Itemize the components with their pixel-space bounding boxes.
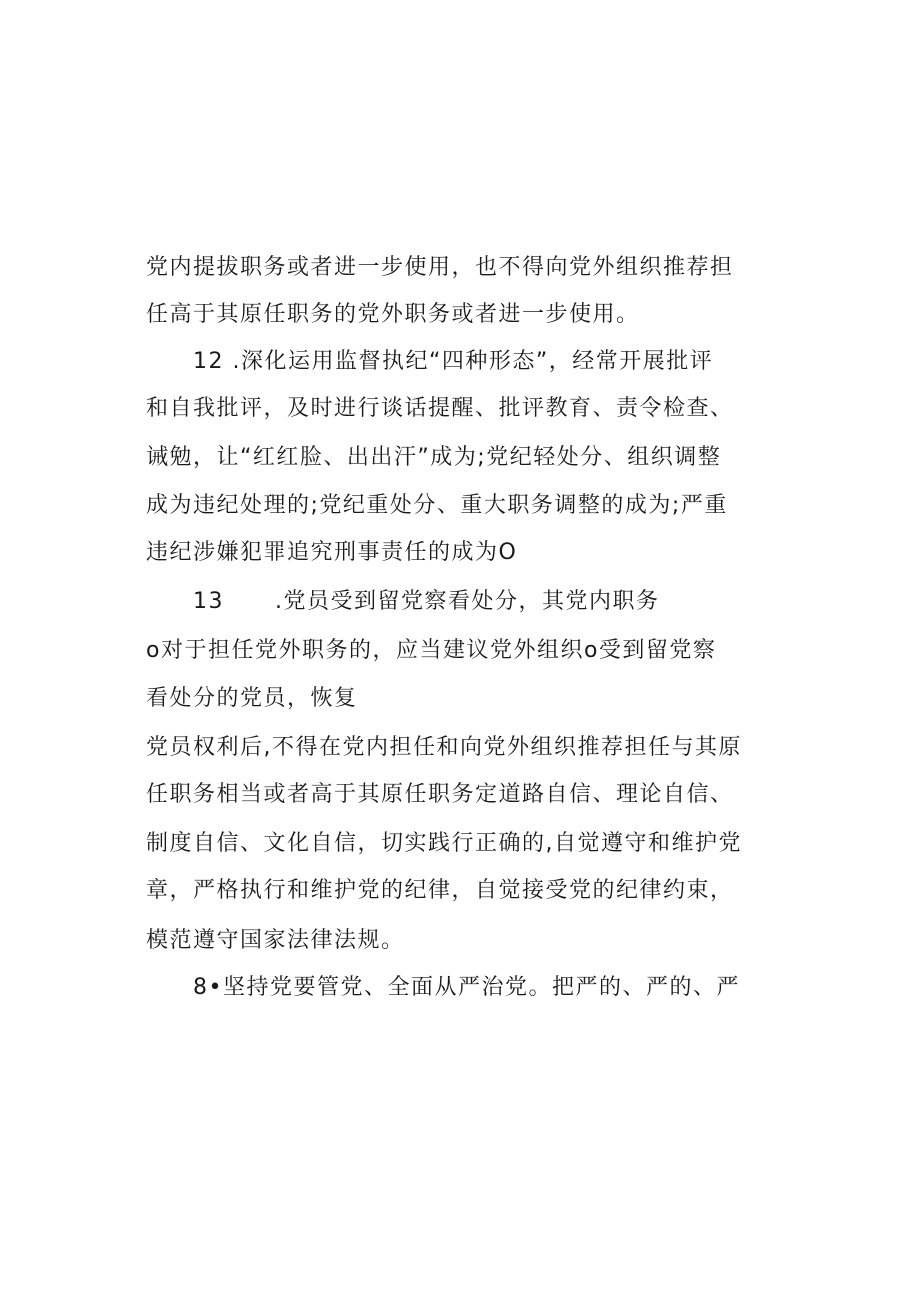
text-line-16: 8•坚持党要管党、全面从严治党。把严的、严的、严 (193, 975, 740, 1000)
text-line-12: 任职务相当或者高于其原任职务定道路自信、理论自信、 (146, 782, 734, 807)
text-line-10: 看处分的党员，恢复 (146, 686, 358, 711)
text-line-6: 成为违纪处理的;党纪重处分、重大职务调整的成为;严重 (146, 493, 728, 518)
text-line-4: 和自我批评，及时进行谈话提醒、批评教育、责令检查、 (146, 396, 734, 421)
text-line-9: o对于担任党外职务的，应当建议党外组织o受到留党察 (146, 638, 717, 663)
text-line-2: 任高于其原任职务的党外职务或者进一步使用。 (146, 302, 640, 327)
text-line-1: 党内提拔职务或者进一步使用，也不得向党外组织推荐担 (146, 255, 734, 280)
text-line-14: 章，严格执行和维护党的纪律，自觉接受党的纪律约束， (146, 878, 734, 903)
text-line-13: 制度自信、文化自信，切实践行正确的,自觉遵守和维护党 (146, 831, 742, 856)
text-line-15: 模范遵守国家法律法规。 (146, 928, 405, 953)
text-line-8: 13 .党员受到留党察看处分，其党内职务 (193, 589, 660, 614)
text-line-5: 诫勉，让“红红脸、出出汗”成为;党纪轻处分、组织调整 (146, 445, 722, 470)
text-line-11: 党员权利后,不得在党内担任和向党外组织推荐担任与其原 (146, 735, 742, 760)
text-line-3: 12 .深化运用监督执纪“四种形态”，经常开展批评 (193, 349, 714, 374)
text-line-7: 违纪涉嫌犯罪追究刑事责任的成为O (146, 540, 518, 565)
